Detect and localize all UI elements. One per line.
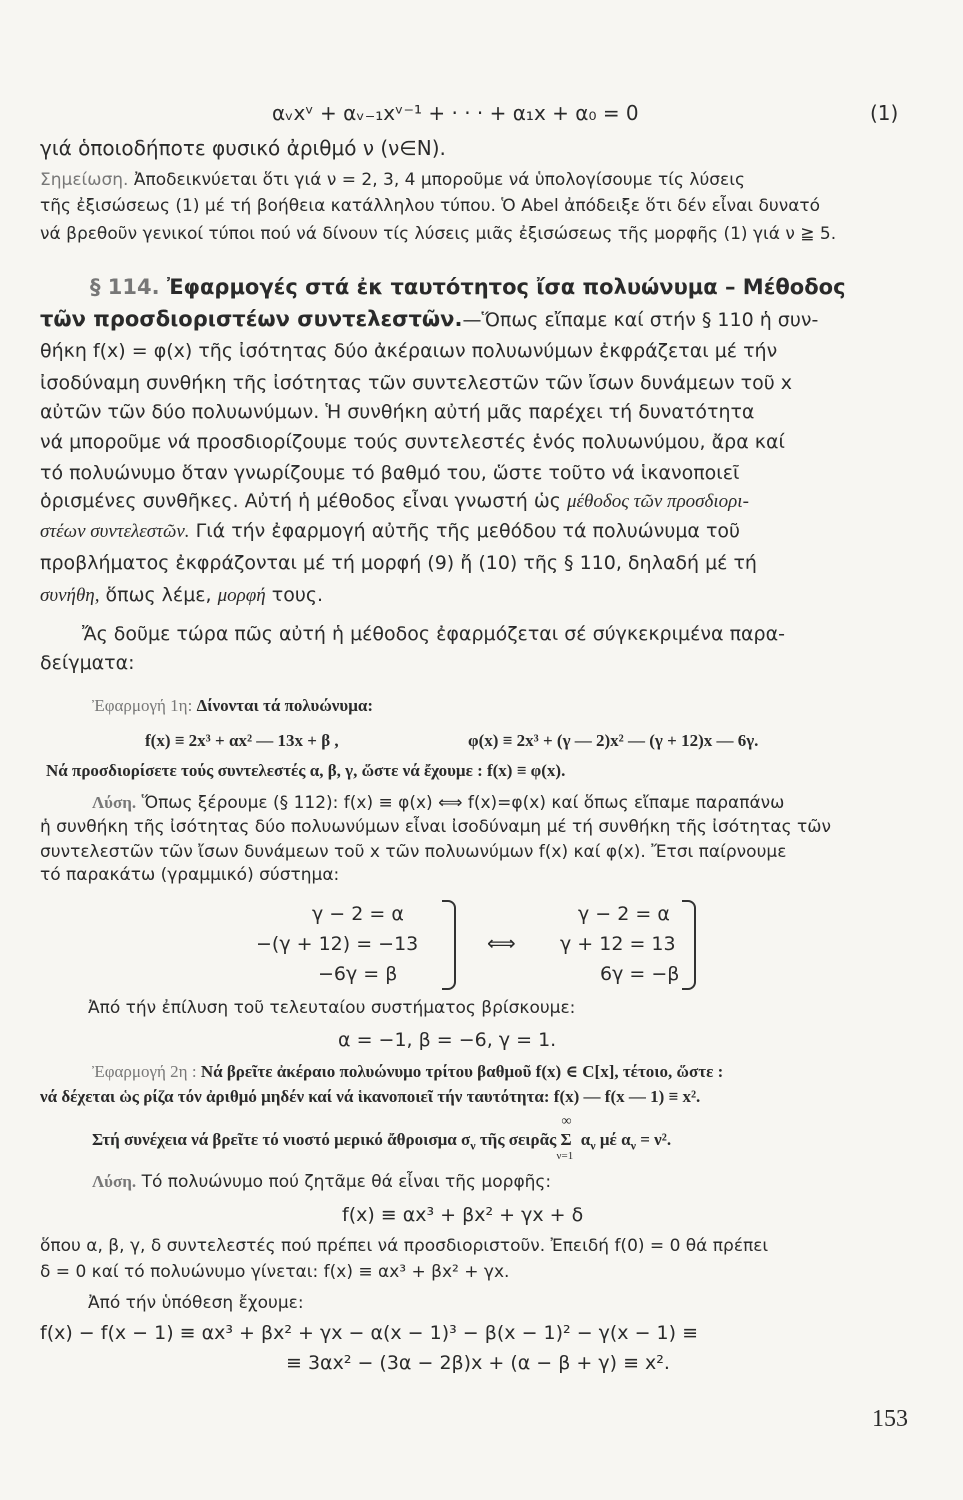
- right-system-brace: [682, 900, 696, 990]
- solution-line: ἡ συνθήκη τῆς ἰσότητας δύο πολυωνύμων εἶναι ἰσοδύναμη μέ τή συνθήκη τῆς ἰσότητας τῶν: [40, 817, 831, 837]
- system-left-3: −6γ = β: [318, 963, 398, 985]
- sigma-lower: ν=1: [556, 1150, 574, 1162]
- example-title: Δίνονται τά πολυώνυμα:: [196, 696, 373, 715]
- system-left-2: −(γ + 12) = −13: [256, 933, 419, 955]
- example-1-heading: [92, 696, 373, 716]
- paragraph-line: Ἄς δοῦμε τώρα πῶς αὐτή ἡ μέθοδος ἐφαρμόζεται σέ σύγκεκριμένα παρα-: [82, 623, 785, 645]
- solution-line: δ = 0 καί τό πολυώνυμο γίνεται: f(x) ≡ αx³ + βx² + γx.: [40, 1262, 510, 1282]
- solution-text: Ὅπως ξέρουμε (§ 112): f(x) ≡ φ(x) ⟺ f(x)=φ(x) καί ὅπως εἴπαμε παραπάνω: [141, 793, 785, 813]
- page-number: 153: [872, 1406, 908, 1432]
- paragraph-line: [40, 490, 749, 513]
- sum-text: α: [580, 1130, 591, 1149]
- paragraph-text: ὅπως λέμε,: [105, 584, 212, 606]
- solution-line: Ἀπό τήν ὑπόθεση ἔχουμε:: [88, 1293, 304, 1313]
- sigma-upper: ∞: [561, 1114, 572, 1129]
- solution-label: Λύση.: [92, 1172, 137, 1191]
- system-right-2: γ + 12 = 13: [560, 933, 676, 955]
- solution-label: Λύση.: [92, 793, 137, 812]
- paragraph-line: δείγματα:: [40, 652, 135, 674]
- solution-result: α = −1, β = −6, γ = 1.: [338, 1029, 557, 1051]
- italic-term: στέων συντελεστῶν.: [40, 521, 190, 542]
- equivalence-arrow: ⟺: [487, 931, 516, 955]
- solution-line: τό παρακάτω (γραμμικό) σύστημα:: [40, 865, 340, 885]
- section-title-cont: τῶν προσδιοριστέων συντελεστῶν.: [40, 307, 463, 331]
- section-number: § 114.: [90, 275, 160, 299]
- example-2-sum-line: [92, 1114, 672, 1162]
- sum-subscript: ν: [470, 1138, 476, 1153]
- sum-text: τῆς σειρᾶς: [479, 1130, 557, 1149]
- sum-subscript: ν: [590, 1138, 596, 1153]
- paragraph-line: [40, 520, 740, 543]
- paragraph-line: αὐτῶν τῶν δύο πολυωνύμων. Ἡ συνθήκη αὐτή μᾶς παρέχει τή δυνατότητα: [40, 401, 755, 423]
- left-system-brace: [442, 900, 456, 990]
- note-text: Ἀποδεικνύεται ὅτι γιά ν = 2, 3, 4 μποροῦμε νά ὑπολογίσουμε τίς λύσεις: [133, 170, 745, 190]
- paragraph-text: τους.: [271, 584, 324, 606]
- section-title: Ἐφαρμογές στά ἐκ ταυτότητος ἴσα πολυώνυμα – Μέθοδος: [166, 275, 846, 299]
- system-left-1: γ − 2 = α: [312, 903, 404, 925]
- paragraph-line: [40, 584, 323, 607]
- system-right-1: γ − 2 = α: [578, 903, 670, 925]
- sum-text: = ν².: [640, 1130, 672, 1149]
- sigma-symbol: [556, 1114, 577, 1162]
- italic-term: συνήθη,: [40, 585, 100, 606]
- sum-text: Στή συνέχεια νά βρεῖτε τό νιοστό μερικό ἄθροισμα σ: [92, 1130, 471, 1149]
- italic-term: μορφή: [217, 585, 266, 606]
- paragraph-line: θήκη f(x) = φ(x) τῆς ἰσότητας δύο ἀκέραιων πολυωνύμων ἐκφράζεται μέ τήν: [40, 340, 778, 362]
- sigma-char: Σ: [560, 1130, 572, 1149]
- paragraph-text: —Ὅπως εἴπαμε καί στήν § 110 ἡ συν-: [462, 309, 819, 331]
- equation-number: (1): [870, 101, 899, 125]
- example-label: Ἐφαρμογή 1η:: [92, 696, 193, 715]
- example-1-task: Νά προσδιορίσετε τούς συντελεστές α, β, γ, ὥστε νά ἔχουμε : f(x) ≡ φ(x).: [46, 761, 566, 780]
- example-2-line: νά δέχεται ὡς ρίζα τόν ἀριθμό μηδέν καί νά ἱκανοποιεῖ τήν ταυτότητα: f(x) — f(x — 1) ≡ x².: [40, 1087, 701, 1106]
- text-line: γιά ὁποιοδήποτε φυσικό ἀριθμό ν (ν∈N).: [40, 136, 446, 160]
- solution-text: Τό πολυώνυμο πού ζητᾶμε θά εἶναι τῆς μορφῆς:: [141, 1172, 552, 1192]
- paragraph-line: προβλήματος ἐκφράζονται μέ τή μορφή (9) ἤ (10) τῆς § 110, δηλαδή μέ τή: [40, 552, 757, 574]
- solution-line: συντελεστῶν τῶν ἴσων δυνάμεων τοῦ x τῶν πολυωνύμων f(x) καί φ(x). Ἔτσι παίρνουμε: [40, 842, 787, 862]
- example-label: Ἐφαρμογή 2η :: [92, 1062, 197, 1081]
- note-label: Σημείωση.: [40, 170, 129, 190]
- italic-term: μέθοδος τῶν προσδιορι-: [567, 491, 749, 512]
- solution-line: ὅπου α, β, γ, δ συντελεστές πού πρέπει νά προσδιοριστοῦν. Ἐπειδή f(0) = 0 θά πρέπει: [40, 1236, 769, 1256]
- example-2-heading: [92, 1062, 723, 1082]
- sum-text: μέ α: [599, 1130, 631, 1149]
- solution-line: [92, 793, 784, 813]
- example-text: Νά βρεῖτε ἀκέραιο πολυώνυμο τρίτου βαθμοῦ f(x) ∈ C[x], τέτοιο, ὥστε :: [200, 1062, 724, 1081]
- paragraph-line: ἰσοδύναμη συνθήκη τῆς ἰσότητας τῶν συντελεστῶν τῶν ἴσων δυνάμεων τοῦ x: [40, 372, 792, 394]
- solution-line: [92, 1172, 551, 1192]
- example-1-equation-phi: φ(x) ≡ 2x³ + (γ — 2)x² — (γ + 12)x — 6γ.: [468, 731, 759, 750]
- note-line: νά βρεθοῦν γενικοί τύποι πού νά δίνουν τίς λύσεις μιᾶς ἐξισώσεως τῆς μορφῆς (1) γιά ν ≧ 5.: [40, 224, 837, 244]
- section-heading: [90, 275, 846, 299]
- solution-equation: f(x) − f(x − 1) ≡ αx³ + βx² + γx − α(x − 1)³ − β(x − 1)² − γ(x − 1) ≡: [40, 1322, 699, 1344]
- note-line: [40, 170, 745, 190]
- paragraph-line: τό πολυώνυμο ὅταν γνωρίζουμε τό βαθμό του, ὥστε τοῦτο νά ἱκανοποιεῖ: [40, 462, 740, 484]
- paragraph-line: νά μποροῦμε νά προσδιορίζουμε τούς συντελεστές ἑνός πολυωνύμου, ἄρα καί: [40, 431, 785, 453]
- paragraph-text: ὁρισμένες συνθῆκες. Αὐτή ἡ μέθοδος εἶναι γνωστή ὡς: [40, 490, 561, 512]
- solution-line: Ἀπό τήν ἐπίλυση τοῦ τελευταίου συστήματος βρίσκουμε:: [88, 998, 576, 1018]
- solution-equation: f(x) ≡ αx³ + βx² + γx + δ: [342, 1204, 584, 1226]
- system-right-3: 6γ = −β: [600, 963, 680, 985]
- example-1-equation-f: f(x) ≡ 2x³ + αx² — 13x + β ,: [145, 731, 339, 750]
- solution-equation: ≡ 3αx² − (3α − 2β)x + (α − β + γ) ≡ x².: [286, 1352, 670, 1374]
- paragraph-text: Γιά τήν ἐφαρμογή αὐτῆς τῆς μεθόδου τά πολυώνυμα τοῦ: [195, 520, 741, 542]
- sum-subscript: ν: [630, 1138, 636, 1153]
- paragraph-line: [40, 307, 818, 331]
- equation-1: αᵥxᵛ + αᵥ₋₁xᵛ⁻¹ + · · · + α₁x + α₀ = 0: [272, 101, 639, 125]
- note-line: τῆς ἐξισώσεως (1) μέ τή βοήθεια κατάλληλου τύπου. Ὁ Abel ἀπόδειξε ὅτι δέν εἶναι δυνατό: [40, 196, 821, 216]
